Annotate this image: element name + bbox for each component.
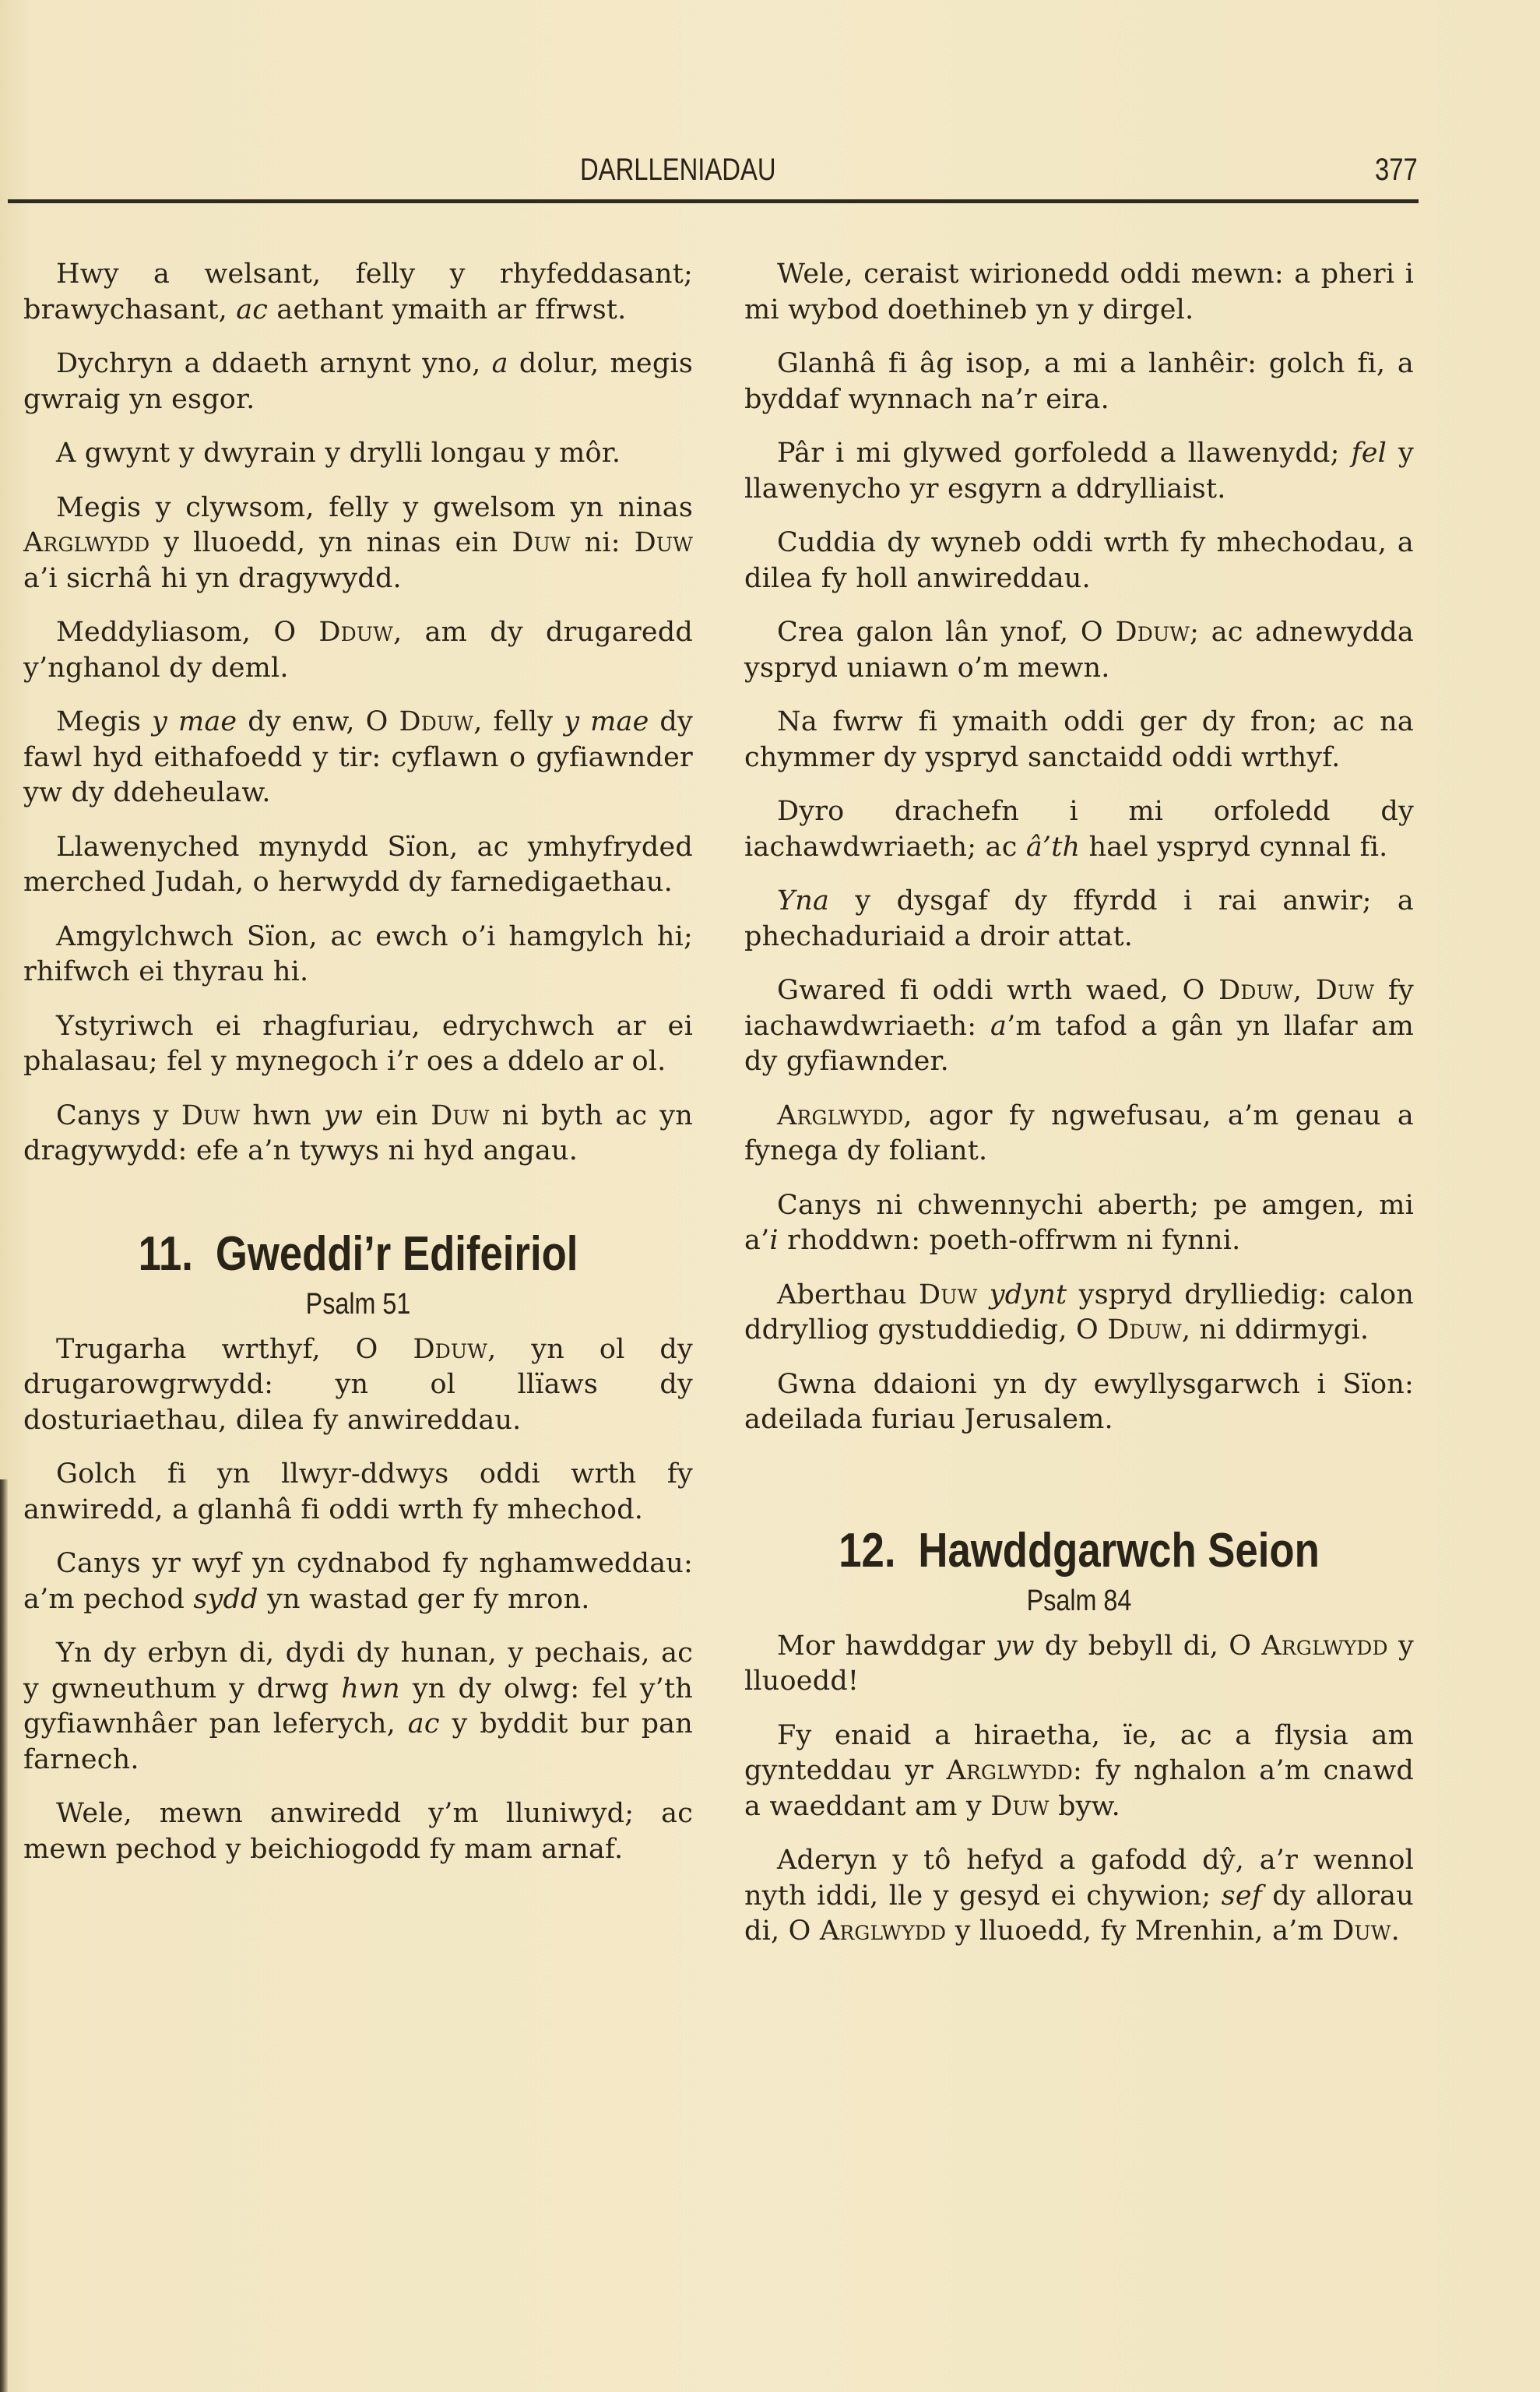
section-title-text: Hawddgarwch Seion (918, 1523, 1320, 1578)
verse-paragraph: Amgylchwch Sïon, ac ewch o’i hamgylch hi; rhifwch ei thyrau hi. (23, 920, 693, 987)
right-column (744, 257, 1414, 1968)
small-caps-text: Arglwydd (946, 1755, 1073, 1786)
italic-text: ydynt (989, 1279, 1067, 1310)
small-caps-text: Dduw (1218, 975, 1293, 1006)
verse-paragraph: Canys y Duw hwn yw ein Duw ni byth ac yn dragywydd: efe a’n tywys ni hyd angau. (23, 1099, 694, 1166)
italic-text: fel (1351, 438, 1387, 469)
small-caps-text: Dduw (318, 617, 394, 648)
small-caps-text: Duw (1315, 975, 1375, 1006)
verse-paragraph: Llawenyched mynydd Sïon, ac ymhyfryded merched Judah, o herwydd dy farnedigaethau. (23, 831, 693, 898)
verse-paragraph: Canys yr wyf yn cydnabod fy nghamweddau: a’m pechod sydd yn wastad ger fy mron. (23, 1548, 693, 1615)
small-caps-text: Dduw (399, 706, 474, 737)
verse-paragraph: Megis y mae dy enw, O Dduw, felly y mae dy fawl hyd eithafoedd y tir: cyflawn o gyfiawnder yw dy ddeheulaw. (23, 706, 694, 808)
verse-paragraph: Golch fi yn llwyr-ddwys oddi wrth fy anwiredd, a glanhâ fi oddi wrth fy mhechod. (23, 1458, 693, 1525)
small-caps-text: Duw (1332, 1915, 1391, 1947)
verses-group (23, 1332, 693, 1868)
verse-paragraph: Wele, mewn anwiredd y’m lluniwyd; ac mewn pechod y beichiogodd fy mam arnaf. (23, 1798, 693, 1865)
psalm-reference: Psalm 51 (305, 1287, 411, 1321)
italic-text: Yna (777, 885, 830, 916)
verse-paragraph: Canys ni chwennychi aberth; pe amgen, mi a’i rhoddwn: poeth-offrwm ni fynni. (744, 1189, 1414, 1256)
italic-text: y mae (564, 706, 649, 737)
italic-text: y mae (152, 706, 237, 737)
verse-paragraph: Arglwydd, agor fy ngwefusau, a’m genau a fynega dy foliant. (744, 1099, 1414, 1166)
italic-text: a (491, 348, 508, 379)
verse-paragraph: Fy enaid a hiraetha, ïe, ac a flysia am gynteddau yr Arglwydd: fy nghalon a’m cnawd a waeddant am y Duw byw. (744, 1719, 1415, 1822)
running-header (0, 153, 1448, 199)
small-caps-text: Dduw (1115, 617, 1190, 648)
small-caps-text: Arglwydd (819, 1915, 947, 1947)
italic-text: ac (407, 1708, 440, 1739)
small-caps-text: Arglwydd (1261, 1630, 1388, 1662)
verse-paragraph: Meddyliasom, O Dduw, am dy drugaredd y’nghanol dy deml. (23, 617, 693, 684)
verse-paragraph: Aberthau Duw ydynt yspryd drylliedig: calon ddrylliog gystuddiedig, O Dduw, ni ddirmygi. (744, 1279, 1414, 1346)
italic-text: hwn (341, 1673, 400, 1704)
italic-text: yw (324, 1099, 364, 1131)
header-rule (8, 199, 1419, 203)
small-caps-text: Duw (919, 1279, 978, 1310)
italic-text: sef (1221, 1880, 1262, 1912)
small-caps-text: Duw (512, 527, 571, 558)
section-12 (744, 1524, 1414, 1618)
verse-paragraph: Mor hawddgar yw dy bebyll di, O Arglwydd y lluoedd! (744, 1630, 1414, 1697)
verse-paragraph: Gwna ddaioni yn dy ewyllysgarwch i Sïon: adeilada furiau Jerusalem. (744, 1368, 1414, 1435)
left-column (23, 257, 693, 1886)
psalm-reference: Psalm 84 (1026, 1584, 1132, 1617)
small-caps-text: Arglwydd (777, 1099, 904, 1131)
book-binding-edge (0, 1479, 8, 2392)
small-caps-text: Arglwydd (23, 527, 150, 558)
section-number: 11. (138, 1226, 193, 1281)
small-caps-text: Dduw (413, 1333, 488, 1365)
verse-paragraph: Pâr i mi glywed gorfoledd a llawenydd; fel y llawenycho yr esgyrn a ddrylliaist. (744, 438, 1414, 505)
verses-group (744, 1629, 1414, 1950)
verse-paragraph: Trugarha wrthyf, O Dduw, yn ol dy drugarowgrwydd: yn ol llïaws dy dosturiaethau, dilea fy anwireddau. (23, 1333, 693, 1436)
italic-text: yw (995, 1630, 1035, 1662)
verse-paragraph: Yn dy erbyn di, dydi dy hunan, y pechais, ac y gwneuthum y drwg hwn yn dy olwg: fel y’th gyfiawnhâer pan leferych, ac y byddit bur pan farnech. (23, 1637, 694, 1775)
verses-group (23, 257, 693, 1170)
verse-paragraph: Dychryn a ddaeth arnynt yno, a dolur, megis gwraig yn esgor. (23, 348, 693, 415)
verse-paragraph: Megis y clywsom, felly y gwelsom yn ninas Arglwydd y lluoedd, yn ninas ein Duw ni: Duw a’i sicrhâ hi yn dragywydd. (23, 491, 694, 594)
section-title-text: Gweddi’r Edifeiriol (215, 1226, 578, 1281)
verse-paragraph: Aderyn y tô hefyd a gafodd dŷ, a’r wennol nyth iddi, lle y gesyd ei chywion; sef dy allorau di, O Arglwydd y lluoedd, fy Mrenhin, a’m Duw. (744, 1845, 1414, 1947)
italic-text: ac (236, 294, 269, 325)
running-title: DARLLENIADAU (580, 153, 776, 187)
verse-paragraph: Glanhâ fi âg isop, a mi a lanhêir: golch fi, a byddaf wynnach na’r eira. (744, 348, 1414, 415)
italic-text: â’th (1025, 831, 1081, 863)
verse-paragraph: Crea galon lân ynof, O Dduw; ac adnewydda yspryd uniawn o’m mewn. (744, 617, 1414, 684)
verse-paragraph: Dyro drachefn i mi orfoledd dy iachawdwriaeth; ac â’th hael yspryd cynnal fi. (744, 796, 1414, 863)
verse-paragraph: Ystyriwch ei rhagfuriau, edrychwch ar ei phalasau; fel y mynegoch i’r oes a ddelo ar ol. (23, 1010, 693, 1077)
small-caps-text: Duw (181, 1099, 241, 1131)
italic-text: sydd (193, 1583, 258, 1615)
italic-text: i (769, 1225, 779, 1256)
verse-paragraph: Wele, ceraist wirionedd oddi mewn: a pheri i mi wybod doethineb yn y dirgel. (744, 259, 1414, 325)
verses-group (744, 257, 1414, 1438)
page-number: 377 (1375, 153, 1418, 187)
section-title (795, 1524, 1364, 1578)
section-number: 12. (839, 1523, 896, 1578)
verse-paragraph: Cuddia dy wyneb oddi wrth fy mhechodau, a dilea fy holl anwireddau. (744, 527, 1414, 594)
verse-paragraph: Yna y dysgaf dy ffyrdd i rai anwir; a phechaduriaid a droir attat. (744, 885, 1414, 952)
verse-paragraph: Na fwrw fi ymaith oddi ger dy fron; ac na chymmer dy yspryd sanctaidd oddi wrthyf. (744, 706, 1414, 773)
verse-paragraph: Gwared fi oddi wrth waed, O Dduw, Duw fy iachawdwriaeth: a’m tafod a gân yn llafar am dy gyfiawnder. (744, 975, 1414, 1077)
small-caps-text: Duw (634, 527, 694, 558)
verse-paragraph: Hwy a welsant, felly y rhyfeddasant; brawychasant, ac aethant ymaith ar ffrwst. (23, 259, 693, 325)
small-caps-text: Duw (990, 1790, 1050, 1822)
italic-text: a (990, 1010, 1007, 1042)
small-caps-text: Dduw (1107, 1314, 1182, 1346)
verse-paragraph: A gwynt y dwyrain y drylli longau y môr. (56, 438, 621, 469)
small-caps-text: Duw (431, 1099, 490, 1131)
section-11 (23, 1227, 693, 1321)
section-title (74, 1227, 643, 1282)
